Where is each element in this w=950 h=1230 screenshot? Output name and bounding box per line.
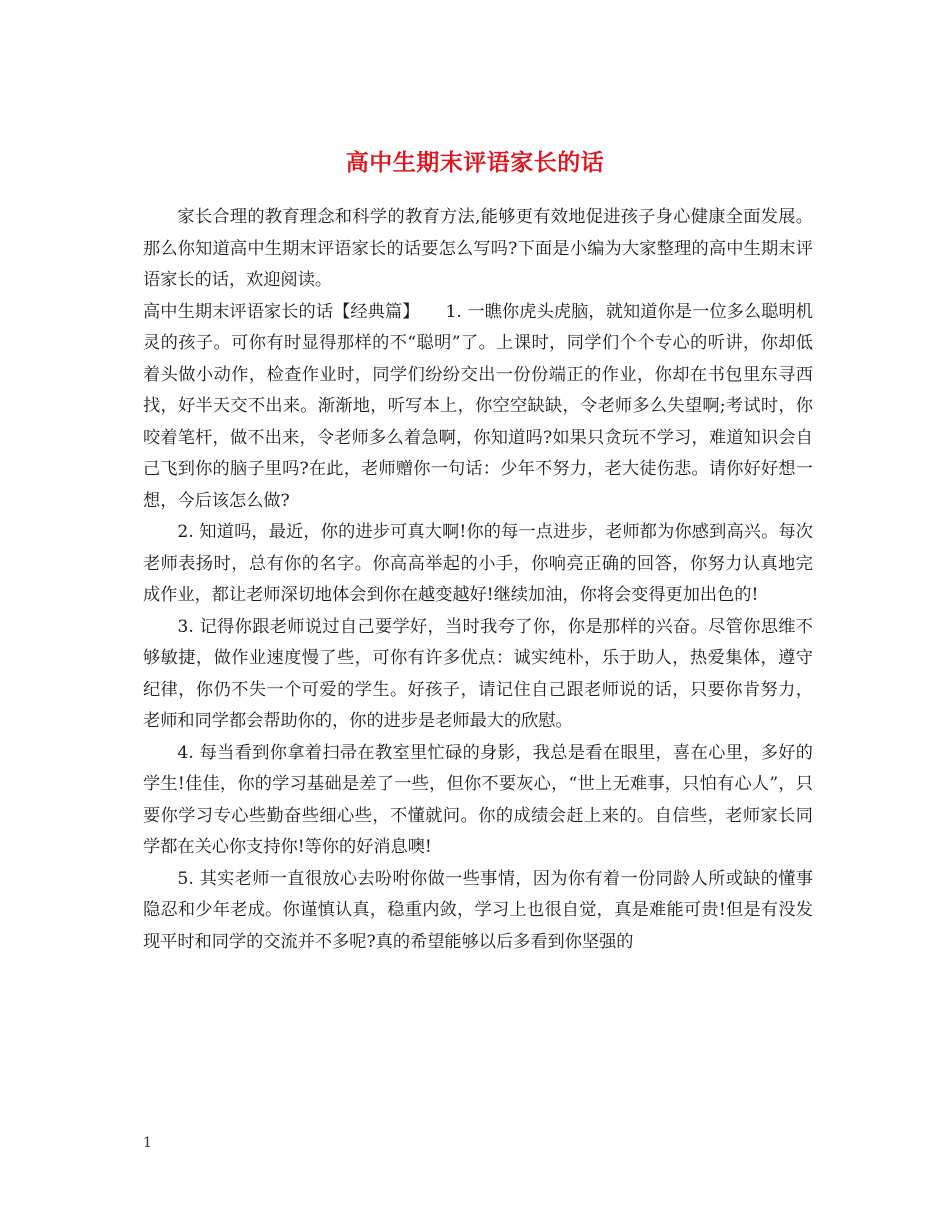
paragraph-item-1: 高中生期末评语家长的话【经典篇】 1. 一瞧你虎头虎脑，就知道你是一位多么聪明机灵的孩子。可你有时显得那样的不“聪明”了。上课时，同学们个个专心的听讲，你却低着头做小动作，检查作业时，同学们纷纷交出一份份端正的作业，你却在书包里东寻西找，好半天交不出来。渐渐地，听写本上，你空空缺缺，令老师多么失望啊;考试时，你咬着笔杆，做不出来，令老师多么着急啊，你知道吗?如果只贪玩不学习，难道知识会自己飞到你的脑子里吗?在此，老师赠你一句话：少年不努力，老大徒伤悲。请你好好想一想，今后该怎么做? [143, 301, 813, 511]
paragraph-item-3: 3. 记得你跟老师说过自己要学好，当时我夸了你，你是那样的兴奋。尽管你思维不够敏捷，做作业速度慢了些，可你有许多优点：诚实纯朴，乐于助人，热爱集体，遵守纪律，你仍不失一个可爱的学生。好孩子，请记住自己跟老师说的话，只要你肯努力，老师和同学都会帮助你的，你的进步是老师最大的欣慰。 [143, 616, 813, 731]
paragraph-item-2: 2. 知道吗，最近，你的进步可真大啊!你的每一点进步，老师都为你感到高兴。每次老师表扬时，总有你的名字。你高高举起的小手，你响亮正确的回答，你努力认真地完成作业，都让老师深切地体会到你在越变越好!继续加油，你将会变得更加出色的! [143, 522, 813, 605]
paragraph-item-4: 4. 每当看到你拿着扫帚在教室里忙碌的身影，我总是看在眼里，喜在心里，多好的学生!佳佳，你的学习基础是差了一些，但你不要灰心，“世上无难事，只怕有心人”，只要你学习专心些勤奋些细心些，不懂就问。你的成绩会赶上来的。自信些，老师家长同学都在关心你支持你!等你的好消息噢! [143, 742, 813, 857]
document-body [143, 202, 813, 958]
page-number: 1 [143, 1135, 152, 1151]
document-title: 高中生期末评语家长的话 [345, 149, 605, 177]
paragraph-intro: 家长合理的教育理念和科学的教育方法,能够更有效地促进孩子身心健康全面发展。那么你知道高中生期末评语家长的话要怎么写吗?下面是小编为大家整理的高中生期末评语家长的话，欢迎阅读。 [143, 207, 813, 290]
paragraph-item-5: 5. 其实老师一直很放心去吩咐你做一些事情，因为你有着一份同龄人所或缺的懂事隐忍和少年老成。你谨慎认真，稳重内敛，学习上也很自觉，真是难能可贵!但是有没发现平时和同学的交流并不多呢?真的希望能够以后多看到你坚强的 [143, 868, 813, 952]
